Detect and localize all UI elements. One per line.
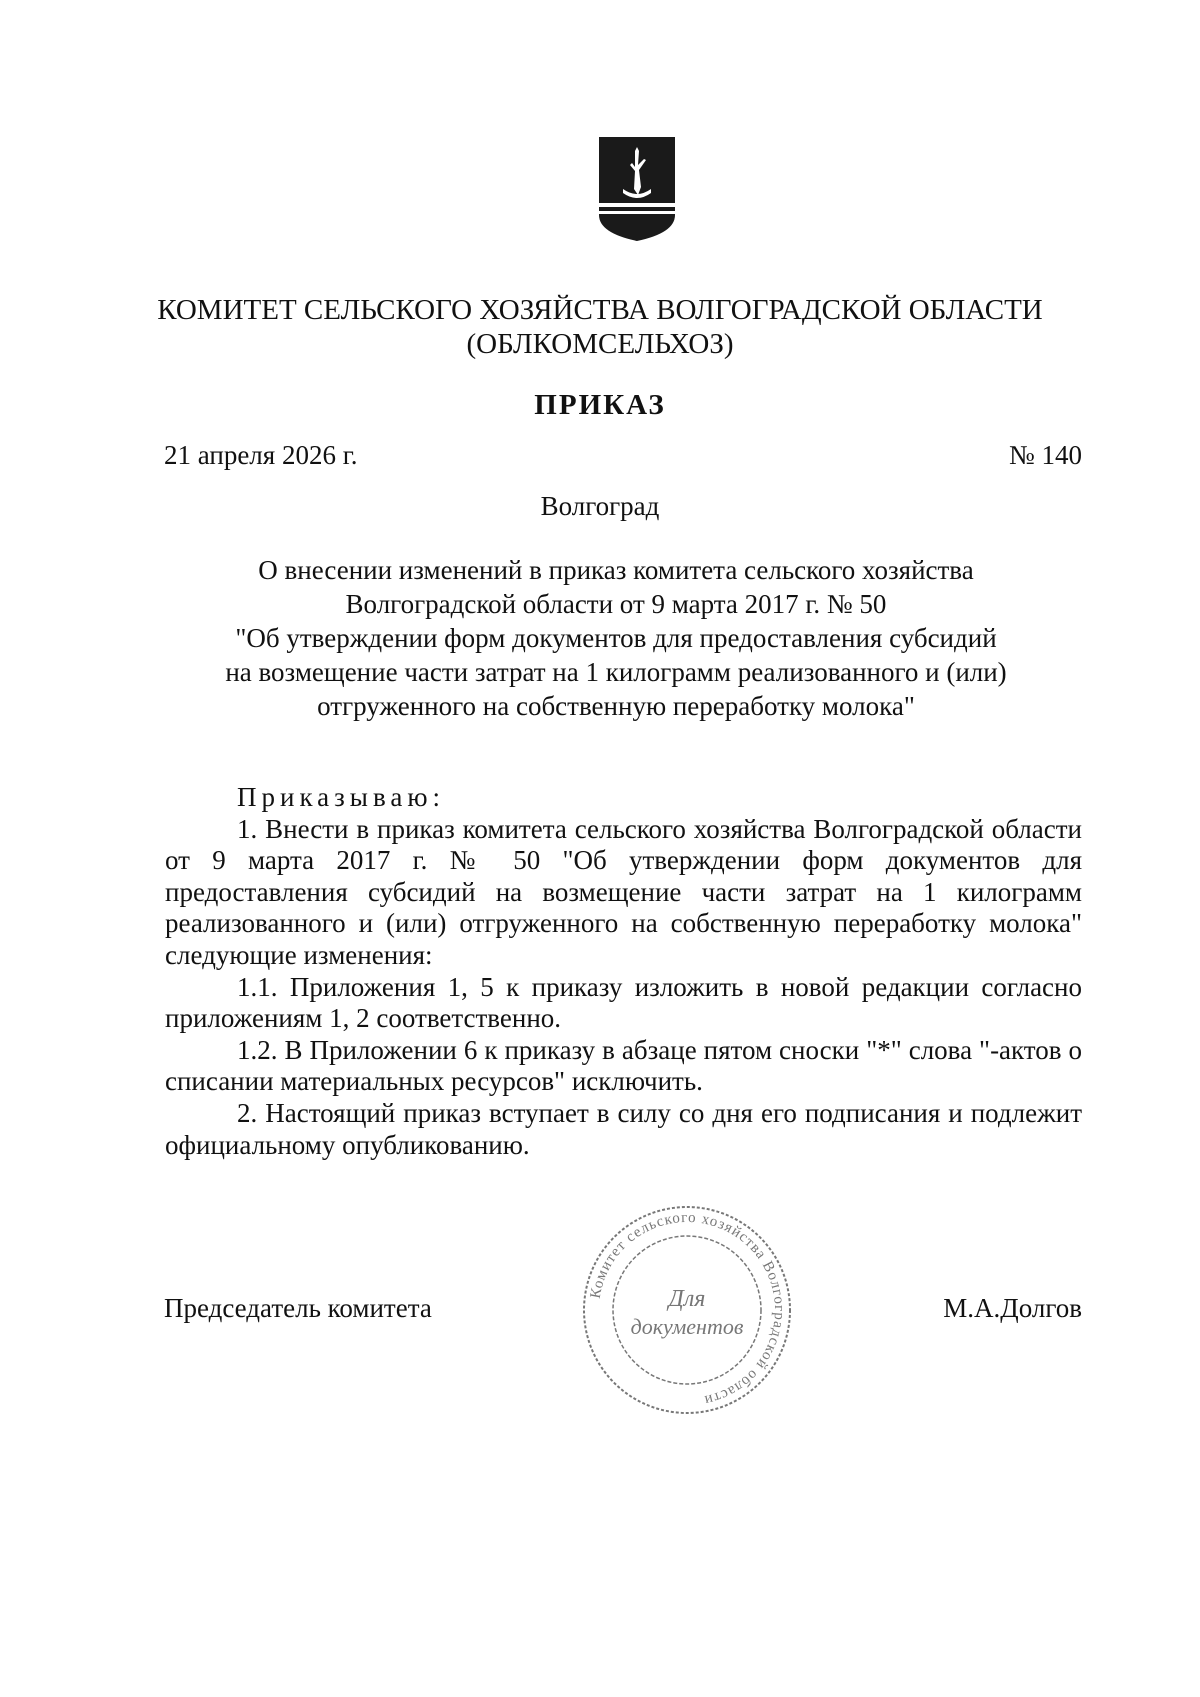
- document-type: ПРИКАЗ: [534, 389, 666, 421]
- subject-line: отгруженного на собственную переработку молока": [317, 691, 915, 721]
- orders-word: Приказываю:: [237, 782, 445, 812]
- document-date: 21 апреля 2026 г.: [164, 440, 358, 470]
- stamp-outer-text: Комитет сельского хозяйства Волгоградской области: [587, 1209, 788, 1409]
- paragraph-1-2: 1.2. В Приложении 6 к приказу в абзаце пятом сноски "*" слова "-актов о списании материальных ресурсов" исключить.: [165, 1034, 1082, 1097]
- organization-short-name: (ОБЛКОМСЕЛЬХОЗ): [466, 328, 734, 360]
- document-number: № 140: [1008, 440, 1082, 470]
- paragraph-2: 2. Настоящий приказ вступает в силу со дня его подписания и подлежит официальному опубликованию.: [165, 1097, 1082, 1160]
- volgograd-emblem-icon: [599, 137, 675, 241]
- paragraph-1-1: 1.1. Приложения 1, 5 к приказу изложить в новой редакции согласно приложениям 1, 2 соответственно.: [165, 971, 1082, 1034]
- document-body: [165, 782, 1082, 1161]
- signatory-title: Председатель комитета: [164, 1293, 432, 1323]
- signatory-name: М.А.Долгов: [943, 1293, 1082, 1323]
- round-seal-icon: [577, 1200, 797, 1420]
- document-city: Волгоград: [540, 491, 660, 521]
- stamp-center-line2: документов: [630, 1314, 744, 1339]
- subject-line: "Об утверждении форм документов для предоставления субсидий: [235, 623, 997, 653]
- subject-line: О внесении изменений в приказ комитета сельского хозяйства: [258, 555, 974, 585]
- document-subject: [150, 553, 1082, 723]
- paragraph-1: 1. Внести в приказ комитета сельского хозяйства Волгоградской области от 9 марта 2017 г. № 50 "Об утверждении форм документов для предоставления субсидий на возмещение части затрат на 1 килограмм реализованного и (или) отгруженного на собственную переработку молока" следующие изменения:: [165, 813, 1082, 970]
- subject-line: Волгоградской области от 9 марта 2017 г. № 50: [345, 589, 887, 619]
- subject-line: на возмещение части затрат на 1 килограмм реализованного и (или): [225, 657, 1007, 687]
- organization-name: КОМИТЕТ СЕЛЬСКОГО ХОЗЯЙСТВА ВОЛГОГРАДСКОЙ ОБЛАСТИ: [157, 294, 1043, 326]
- stamp-center-line1: Для: [668, 1286, 706, 1312]
